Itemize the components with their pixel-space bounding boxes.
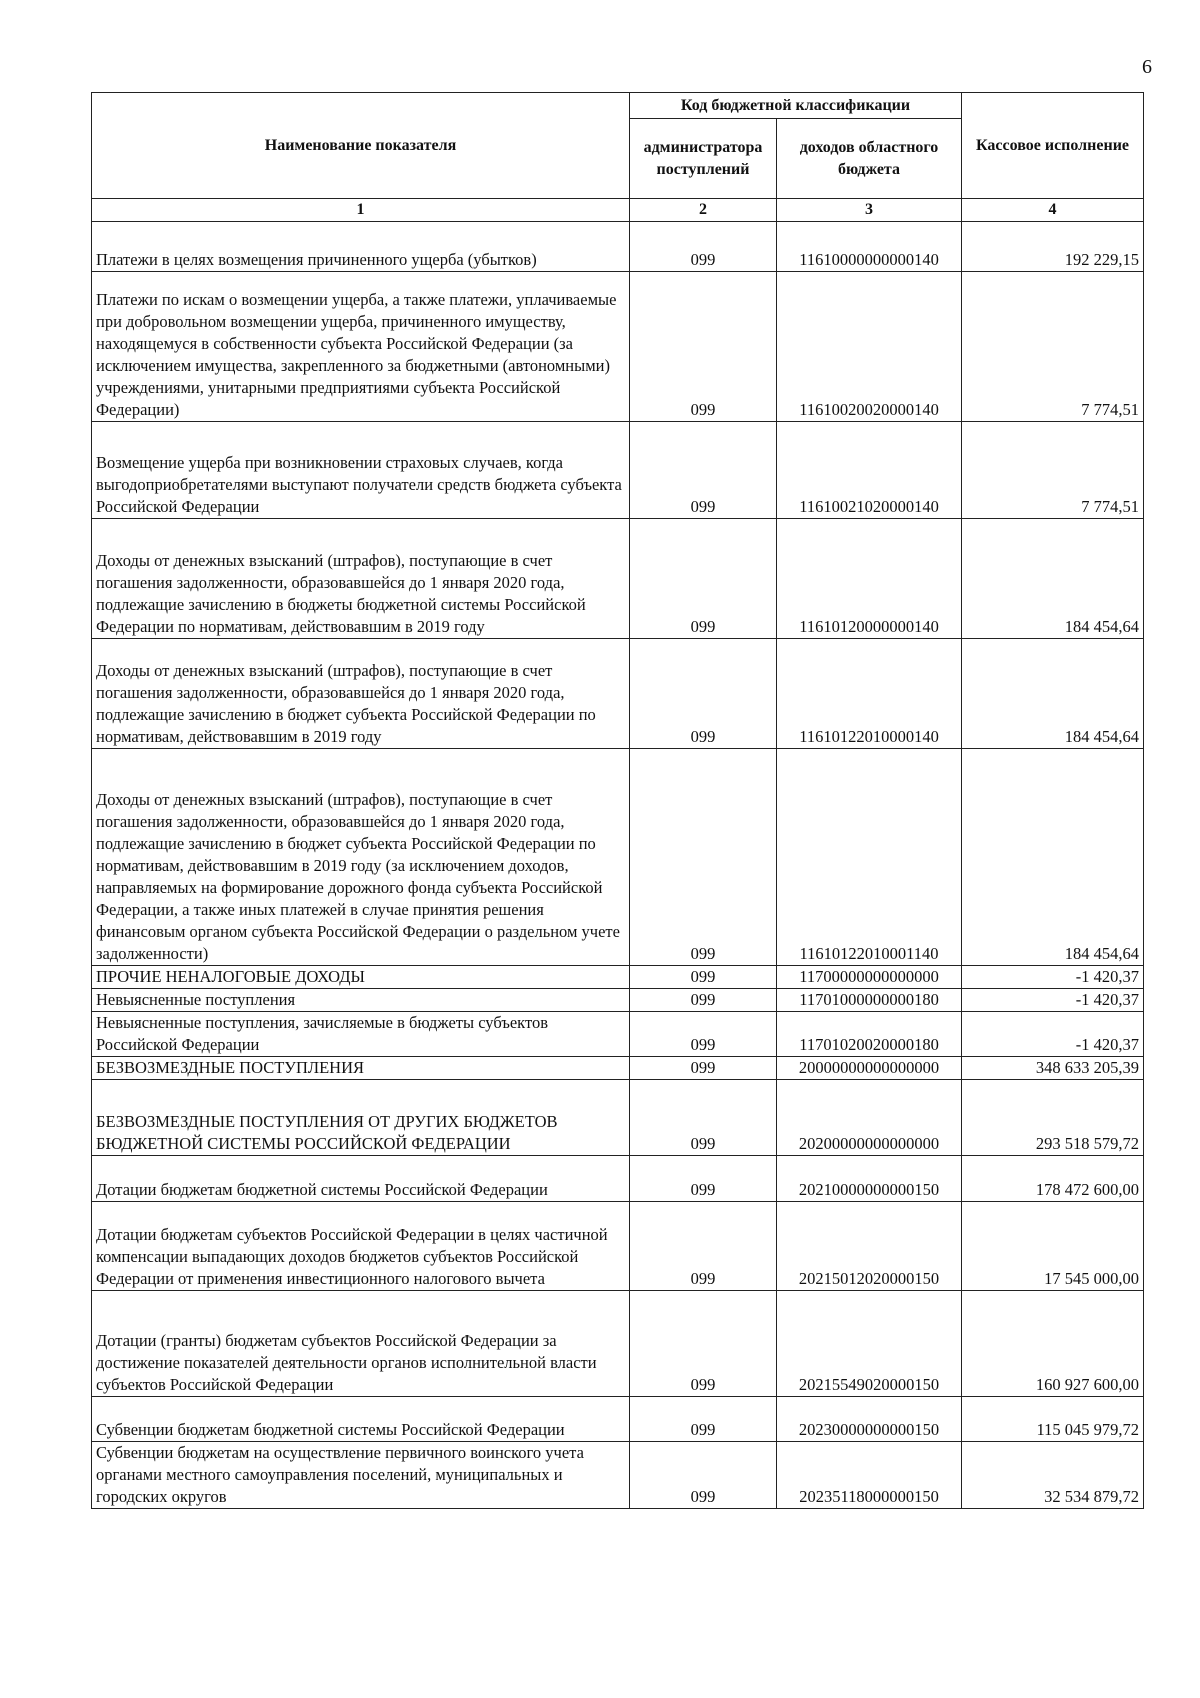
table-cell-admin-code: 099 xyxy=(630,1291,777,1397)
table-cell-amount: -1 420,37 xyxy=(962,1012,1144,1057)
table-cell-income-code: 11610021020000140 xyxy=(777,422,962,519)
table-cell-name: Доходы от денежных взысканий (штрафов), поступающие в счет погашения задолженности, образовавшейся до 1 января 2020 года, подлежащие зачислению в бюджет субъекта Российской Федерации по нормативам, действовавшим в 2019 году (за исключением доходов, направляемых на формирование дорожного фонда субъекта Российской Федерации, а также иных платежей в случае принятия решения финансовым органом субъекта Российской Федерации о раздельном учете задолженности) xyxy=(92,749,630,966)
table-cell-admin-code: 099 xyxy=(630,639,777,749)
table-cell-amount: 160 927 600,00 xyxy=(962,1291,1144,1397)
table-cell-admin-code: 099 xyxy=(630,1057,777,1080)
table-cell-income-code: 11701020020000180 xyxy=(777,1012,962,1057)
table-cell-admin-code: 099 xyxy=(630,1397,777,1442)
header-code-group: Код бюджетной классификации xyxy=(630,93,962,119)
table-cell-name: Доходы от денежных взысканий (штрафов), поступающие в счет погашения задолженности, образовавшейся до 1 января 2020 года, подлежащие зачислению в бюджеты бюджетной системы Российской Федерации по нормативам, действовавшим в 2019 году xyxy=(92,519,630,639)
table-cell-name: Невыясненные поступления, зачисляемые в бюджеты субъектов Российской Федерации xyxy=(92,1012,630,1057)
table-cell-income-code: 11610020020000140 xyxy=(777,272,962,422)
column-number: 4 xyxy=(962,199,1144,222)
table-cell-income-code: 20215549020000150 xyxy=(777,1291,962,1397)
table-row xyxy=(92,1057,1144,1080)
table-cell-income-code: 20200000000000000 xyxy=(777,1080,962,1156)
table-cell-admin-code: 099 xyxy=(630,1156,777,1202)
table-row xyxy=(92,1291,1144,1397)
table-cell-admin-code: 099 xyxy=(630,1442,777,1509)
table-cell-name: Платежи в целях возмещения причиненного ущерба (убытков) xyxy=(92,222,630,272)
table-cell-name: Дотации бюджетам субъектов Российской Федерации в целях частичной компенсации выпадающих доходов бюджетов субъектов Российской Федерации от применения инвестиционного налогового вычета xyxy=(92,1202,630,1291)
table-row xyxy=(92,1156,1144,1202)
table-cell-admin-code: 099 xyxy=(630,222,777,272)
table-cell-amount: 192 229,15 xyxy=(962,222,1144,272)
table-cell-admin-code: 099 xyxy=(630,1080,777,1156)
table-cell-name: Невыясненные поступления xyxy=(92,989,630,1012)
table-cell-income-code: 11610122010000140 xyxy=(777,639,962,749)
table-row xyxy=(92,966,1144,989)
budget-execution-table xyxy=(91,92,1144,1509)
table-cell-amount: -1 420,37 xyxy=(962,966,1144,989)
table-cell-admin-code: 099 xyxy=(630,422,777,519)
table-row xyxy=(92,222,1144,272)
table-row xyxy=(92,749,1144,966)
table-cell-name: Субвенции бюджетам бюджетной системы Российской Федерации xyxy=(92,1397,630,1442)
table-row xyxy=(92,272,1144,422)
table-cell-name: Дотации бюджетам бюджетной системы Российской Федерации xyxy=(92,1156,630,1202)
table-row xyxy=(92,989,1144,1012)
table-cell-amount: 348 633 205,39 xyxy=(962,1057,1144,1080)
table-cell-income-code: 11610122010001140 xyxy=(777,749,962,966)
table-cell-income-code: 20210000000000150 xyxy=(777,1156,962,1202)
table-cell-income-code: 11610120000000140 xyxy=(777,519,962,639)
column-number: 1 xyxy=(92,199,630,222)
header-income-column: доходов областного бюджета xyxy=(777,119,962,199)
table-cell-amount: 32 534 879,72 xyxy=(962,1442,1144,1509)
table-cell-amount: 184 454,64 xyxy=(962,639,1144,749)
table-cell-name: БЕЗВОЗМЕЗДНЫЕ ПОСТУПЛЕНИЯ xyxy=(92,1057,630,1080)
table-cell-amount: 178 472 600,00 xyxy=(962,1156,1144,1202)
table-cell-admin-code: 099 xyxy=(630,749,777,966)
table-cell-income-code: 20235118000000150 xyxy=(777,1442,962,1509)
table-cell-name: Дотации (гранты) бюджетам субъектов Российской Федерации за достижение показателей деятельности органов исполнительной власти субъектов Российской Федерации xyxy=(92,1291,630,1397)
table-cell-income-code: 11701000000000180 xyxy=(777,989,962,1012)
table-cell-amount: 7 774,51 xyxy=(962,422,1144,519)
table-cell-admin-code: 099 xyxy=(630,272,777,422)
table-cell-admin-code: 099 xyxy=(630,1202,777,1291)
table-cell-income-code: 20215012020000150 xyxy=(777,1202,962,1291)
column-number: 3 xyxy=(777,199,962,222)
table-row xyxy=(92,1442,1144,1509)
table-cell-income-code: 11700000000000000 xyxy=(777,966,962,989)
column-number: 2 xyxy=(630,199,777,222)
table-cell-income-code: 11610000000000140 xyxy=(777,222,962,272)
table-row xyxy=(92,1080,1144,1156)
header-admin-column: администратора поступлений xyxy=(630,119,777,199)
table-cell-amount: 184 454,64 xyxy=(962,519,1144,639)
table-row xyxy=(92,422,1144,519)
table-cell-admin-code: 099 xyxy=(630,966,777,989)
table-cell-amount: 115 045 979,72 xyxy=(962,1397,1144,1442)
table-cell-name: Доходы от денежных взысканий (штрафов), поступающие в счет погашения задолженности, образовавшейся до 1 января 2020 года, подлежащие зачислению в бюджет субъекта Российской Федерации по нормативам, действовавшим в 2019 году xyxy=(92,639,630,749)
table-row xyxy=(92,1012,1144,1057)
table-cell-income-code: 20230000000000150 xyxy=(777,1397,962,1442)
table-cell-amount: -1 420,37 xyxy=(962,989,1144,1012)
table-row xyxy=(92,1397,1144,1442)
header-name-column: Наименование показателя xyxy=(92,93,630,199)
table-cell-amount: 184 454,64 xyxy=(962,749,1144,966)
table-cell-amount: 293 518 579,72 xyxy=(962,1080,1144,1156)
table-row xyxy=(92,519,1144,639)
table-cell-admin-code: 099 xyxy=(630,989,777,1012)
table-cell-admin-code: 099 xyxy=(630,519,777,639)
page-number: 6 xyxy=(1142,56,1152,78)
table-cell-admin-code: 099 xyxy=(630,1012,777,1057)
table-cell-income-code: 20000000000000000 xyxy=(777,1057,962,1080)
table-row xyxy=(92,1202,1144,1291)
table-cell-name: Возмещение ущерба при возникновении страховых случаев, когда выгодоприобретателями выступают получатели средств бюджета субъекта Российской Федерации xyxy=(92,422,630,519)
table-cell-amount: 7 774,51 xyxy=(962,272,1144,422)
table-cell-amount: 17 545 000,00 xyxy=(962,1202,1144,1291)
table-cell-name: Платежи по искам о возмещении ущерба, а также платежи, уплачиваемые при добровольном возмещении ущерба, причиненного имуществу, находящемуся в собственности субъекта Российской Федерации (за исключением имущества, закрепленного за бюджетными (автономными) учреждениями, унитарными предприятиями субъекта Российской Федерации) xyxy=(92,272,630,422)
table-cell-name: БЕЗВОЗМЕЗДНЫЕ ПОСТУПЛЕНИЯ ОТ ДРУГИХ БЮДЖЕТОВ БЮДЖЕТНОЙ СИСТЕМЫ РОССИЙСКОЙ ФЕДЕРАЦИИ xyxy=(92,1080,630,1156)
table-cell-name: Субвенции бюджетам на осуществление первичного воинского учета органами местного самоуправления поселений, муниципальных и городских округов xyxy=(92,1442,630,1509)
table-cell-name: ПРОЧИЕ НЕНАЛОГОВЫЕ ДОХОДЫ xyxy=(92,966,630,989)
header-amount-column: Кассовое исполнение xyxy=(962,93,1144,199)
table-row xyxy=(92,639,1144,749)
